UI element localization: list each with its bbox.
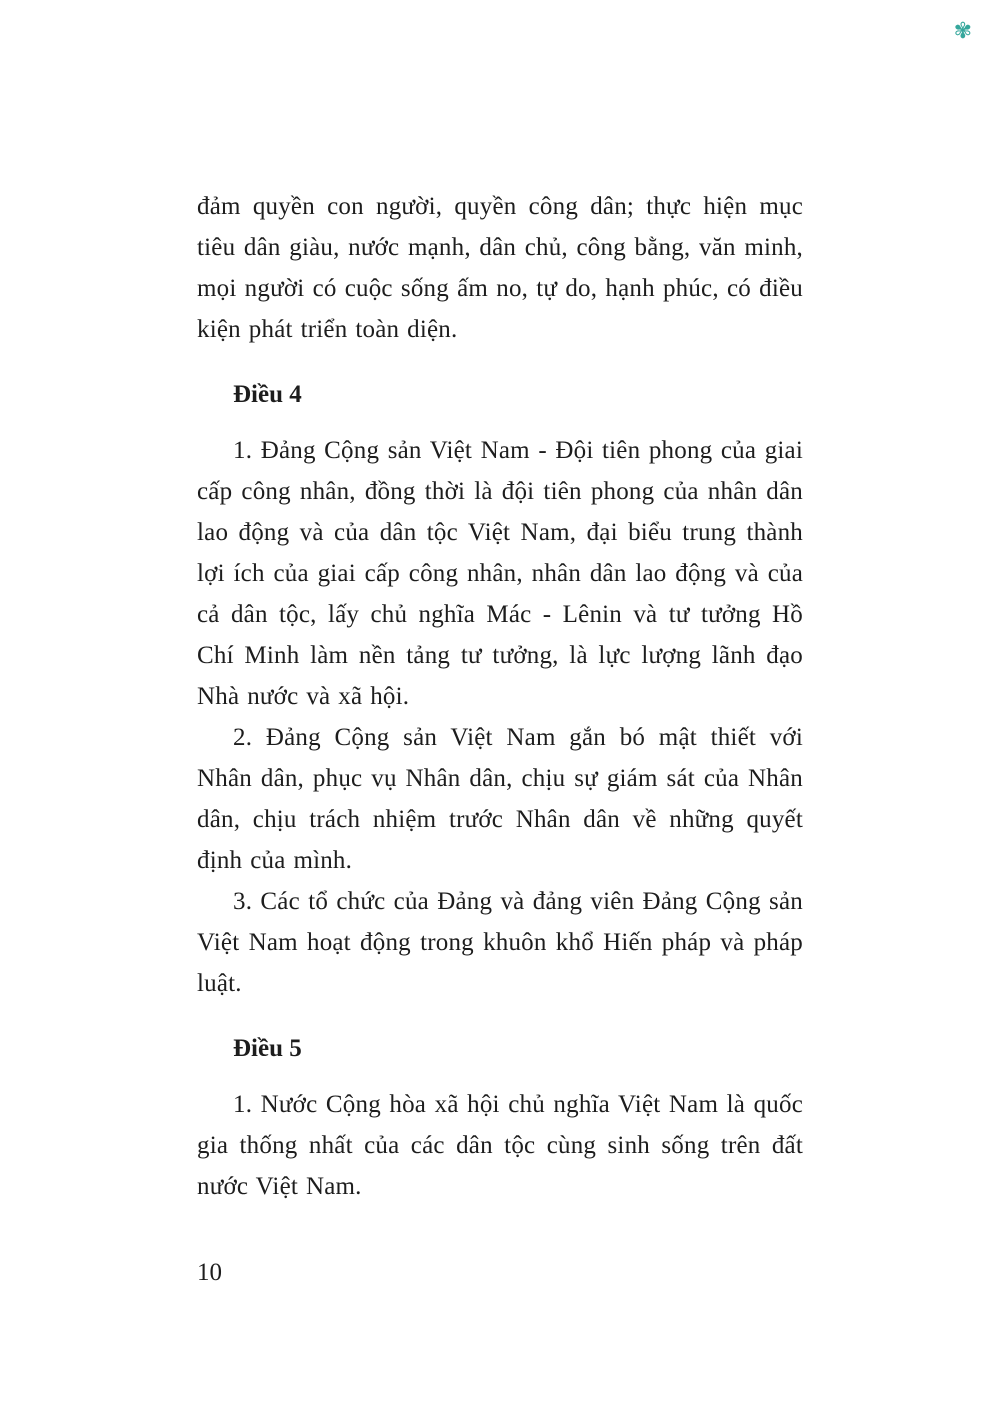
article-4-clause-3: 3. Các tổ chức của Đảng và đảng viên Đảng Cộng sản Việt Nam hoạt động trong khuôn khổ Hiến pháp và pháp luật. [197,888,803,997]
flower-ornament-icon: ✾ [953,18,972,43]
article-5-clause-1: 1. Nước Cộng hòa xã hội chủ nghĩa Việt Nam là quốc gia thống nhất của các dân tộc cùng sinh sống trên đất nước Việt Nam. [197,1091,803,1200]
paragraph-continuation: đảm quyền con người, quyền công dân; thực hiện mục tiêu dân giàu, nước mạnh, dân chủ, công bằng, văn minh, mọi người có cuộc sống ấm no, tự do, hạnh phúc, có điều kiện phát triển toàn diện. [197,193,803,343]
article-4-heading: Điều 4 [233,381,302,408]
page-number: 10 [197,1259,222,1286]
page-text-block [197,186,803,1207]
article-4-clause-1: 1. Đảng Cộng sản Việt Nam - Đội tiên phong của giai cấp công nhân, đồng thời là đội tiên phong của nhân dân lao động và của dân tộc Việt Nam, đại biểu trung thành lợi ích của giai cấp công nhân, nhân dân lao động và của cả dân tộc, lấy chủ nghĩa Mác - Lênin và tư tưởng Hồ Chí Minh làm nền tảng tư tưởng, là lực lượng lãnh đạo Nhà nước và xã hội. [197,437,803,710]
article-4-clause-2: 2. Đảng Cộng sản Việt Nam gắn bó mật thiết với Nhân dân, phục vụ Nhân dân, chịu sự giám sát của Nhân dân, chịu trách nhiệm trước Nhân dân về những quyết định của mình. [197,724,803,874]
article-5-heading: Điều 5 [233,1035,302,1062]
